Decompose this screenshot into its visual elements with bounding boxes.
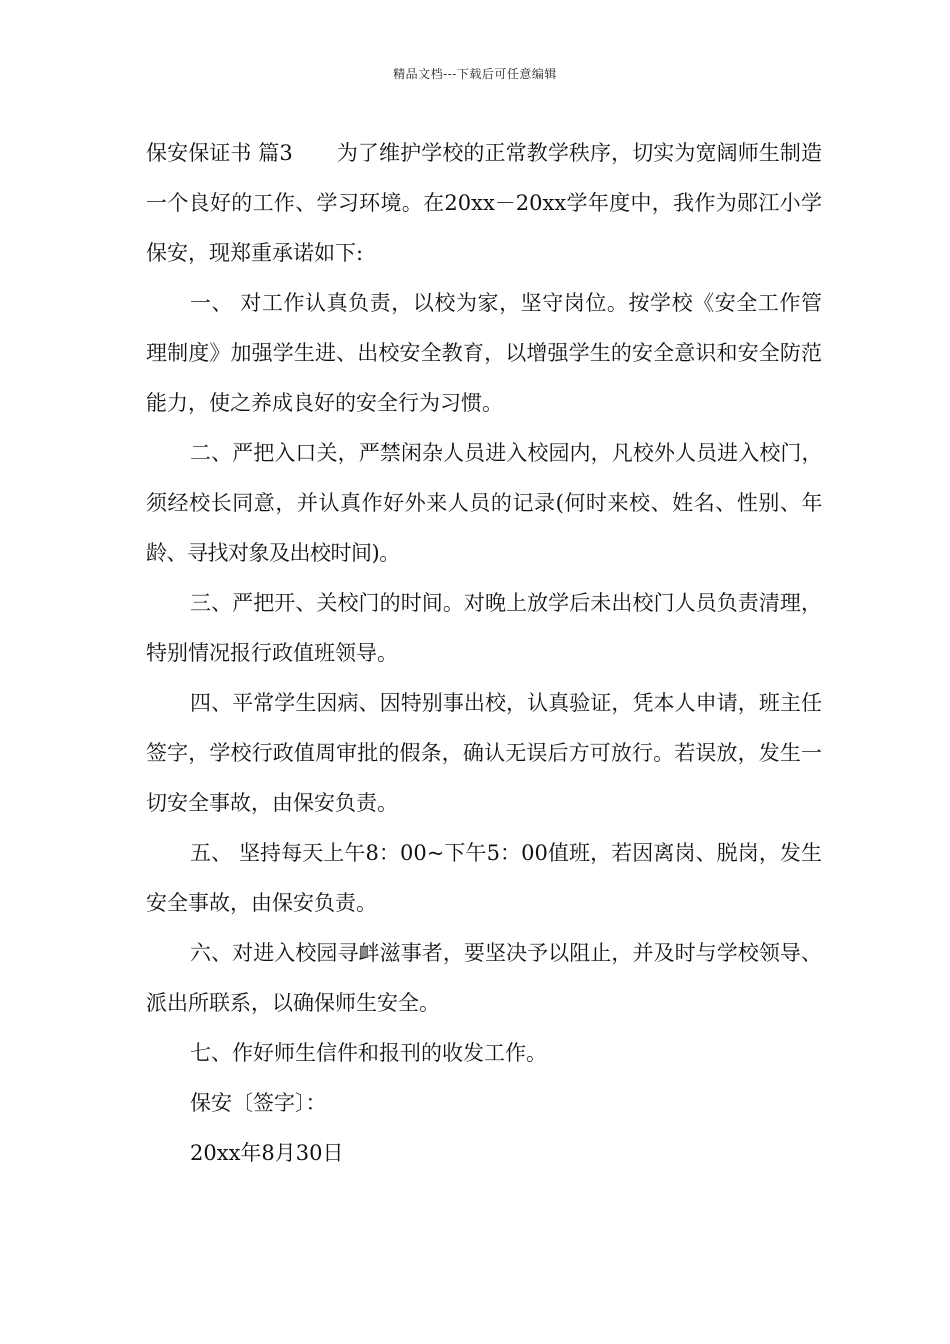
signature-line: 保安〔签字〕： bbox=[190, 1091, 327, 1115]
intro-text: 为了维护学校的正常教学秩序，切实为宽阔师生制造一个良好的工作、学习环境。在20xx－20xx学年度中，我作为郧江小学保安，现郑重承诺如下: bbox=[146, 141, 822, 265]
item-3: 三、严把开、关校门的时间。对晚上放学后未出校门人员负责清理，特别情况报行政值班领导。 bbox=[146, 591, 822, 665]
item-4: 四、平常学生因病、因特别事出校，认真验证，凭本人申请，班主任签字，学校行政值周审批的假条，确认无误后方可放行。若误放，发生一切安全事故，由保安负责。 bbox=[146, 691, 822, 815]
item-2: 二、严把入口关，严禁闲杂人员进入校园内，凡校外人员进入校门，须经校长同意，并认真作好外来人员的记录(何时来校、姓名、性别、年龄、寻找对象及出校时间)。 bbox=[146, 441, 822, 565]
item-6: 六、对进入校园寻衅滋事者，要坚决予以阻止，并及时与学校领导、派出所联系，以确保师生安全。 bbox=[146, 941, 822, 1015]
page-header: 精品文档---下载后可任意编辑 bbox=[393, 67, 557, 81]
date-line: 20xx年8月30日 bbox=[190, 1141, 344, 1165]
document-title: 保安保证书 篇3 bbox=[146, 141, 293, 165]
item-5: 五、 坚持每天上午8：00~下午5：00值班，若因离岗、脱岗，发生安全事故，由保安负责。 bbox=[146, 841, 822, 915]
item-7: 七、作好师生信件和报刊的收发工作。 bbox=[190, 1041, 547, 1065]
intro-paragraph bbox=[146, 128, 822, 278]
document-body bbox=[146, 128, 822, 1178]
item-1: 一、 对工作认真负责，以校为家，坚守岗位。按学校《安全工作管理制度》加强学生进、出校安全教育，以增强学生的安全意识和安全防范能力，使之养成良好的安全行为习惯。 bbox=[146, 291, 822, 415]
